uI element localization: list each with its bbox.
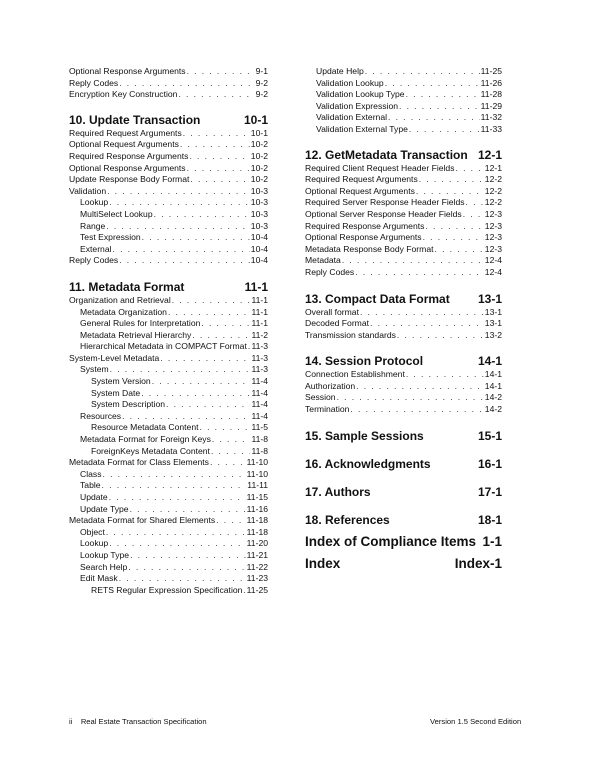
toc-entry: Metadata Format for Shared Elements . . . 11-18: [69, 515, 268, 527]
toc-entry: Metadata Response Body Format . . . 12-3: [305, 244, 502, 256]
chapter-heading-10: 10. Update Transaction 10-1: [69, 112, 268, 127]
toc-entry: System Date . . . 11-4: [69, 388, 268, 400]
toc-entry: Search Help . . . 11-22: [69, 562, 268, 574]
chapter-heading-11: 11. Metadata Format 11-1: [69, 279, 268, 294]
toc-entry: System-Level Metadata . . . 11-3: [69, 353, 268, 365]
chapter-heading-18: 18. References 18-1: [305, 512, 502, 527]
toc-entry: Metadata Organization . . . 11-1: [69, 307, 268, 319]
toc-entry: Encryption Key Construction . . . 9-2: [69, 89, 268, 101]
footer-right: Version 1.5 Second Edition: [430, 717, 522, 726]
toc-entry: Reply Codes . . . 10-4: [69, 255, 268, 267]
toc-entry: Required Response Arguments . . . 12-3: [305, 221, 502, 233]
chapter-heading-15: 15. Sample Sessions 15-1: [305, 428, 502, 443]
toc-entry: Validation . . . 10-3: [69, 186, 268, 198]
toc-entry: Decoded Format . . . 13-1: [305, 318, 502, 330]
toc-entry: Required Request Arguments . . . 10-1: [69, 128, 268, 140]
toc-entry: Validation Lookup . . . 11-26: [305, 78, 502, 90]
toc-entry: Hierarchical Metadata in COMPACT Format . . . 11-3: [69, 341, 268, 353]
toc-entry: RETS Regular Expression Specification . . . 11-25: [69, 585, 268, 597]
toc-entry: Required Client Request Header Fields . . . 12-1: [305, 163, 502, 175]
toc-entry: Metadata Format for Foreign Keys . . . 11-8: [69, 434, 268, 446]
toc-entry: Connection Establishment . . . 14-1: [305, 369, 502, 381]
toc-entry: Validation External . . . 11-32: [305, 112, 502, 124]
toc-entry: Table . . . 11-11: [69, 480, 268, 492]
index-heading: Index Index-1: [305, 555, 502, 571]
toc-entry: Update Response Body Format . . . 10-2: [69, 174, 268, 186]
toc-entry: Update . . . 11-15: [69, 492, 268, 504]
toc-entry: Authorization . . . 14-1: [305, 381, 502, 393]
toc-entry: Lookup . . . 11-20: [69, 538, 268, 550]
chapter-heading-17: 17. Authors 17-1: [305, 484, 502, 499]
toc-entry: Update Help . . . 11-25: [305, 66, 502, 78]
chapter-heading-14: 14. Session Protocol 14-1: [305, 354, 502, 369]
toc-entry: Optional Request Arguments . . . 12-2: [305, 186, 502, 198]
toc-entry: Object . . . 11-18: [69, 527, 268, 539]
toc-entry: Validation Expression . . . 11-29: [305, 101, 502, 113]
toc-entry: Resources . . . 11-4: [69, 411, 268, 423]
toc-entry: Resource Metadata Content . . . 11-5: [69, 422, 268, 434]
toc-entry: System . . . 11-3: [69, 364, 268, 376]
toc-left-column: [69, 66, 268, 596]
toc-entry: Session . . . 14-2: [305, 392, 502, 404]
toc-entry: Optional Response Arguments . . . 10-2: [69, 163, 268, 175]
toc-entry: Reply Codes . . . 12-4: [305, 267, 502, 279]
footer-left: ii Real Estate Transaction Specification: [69, 717, 207, 726]
toc-entry: ForeignKeys Metadata Content . . . 11-8: [69, 446, 268, 458]
toc-entry: System Description . . . 11-4: [69, 399, 268, 411]
chapter-heading-16: 16. Acknowledgments 16-1: [305, 456, 502, 471]
toc-entry: Required Response Arguments . . . 10-2: [69, 151, 268, 163]
toc-entry: Optional Response Arguments . . . 9-1: [69, 66, 268, 78]
toc-entry: General Rules for Interpretation . . . 11-1: [69, 318, 268, 330]
toc-entry: Update Type . . . 11-16: [69, 504, 268, 516]
toc-entry: Lookup . . . 10-3: [69, 197, 268, 209]
toc-entry: MultiSelect Lookup . . . 10-3: [69, 209, 268, 221]
toc-entry: Metadata . . . 12-4: [305, 255, 502, 267]
chapter-heading-12: 12. GetMetadata Transaction 12-1: [305, 147, 502, 162]
toc-entry: Metadata Format for Class Elements . . . 11-10: [69, 457, 268, 469]
toc-entry: Lookup Type . . . 11-21: [69, 550, 268, 562]
compliance-index-heading: Index of Compliance Items 1-1: [305, 533, 502, 549]
toc-entry: Class . . . 11-10: [69, 469, 268, 481]
toc-entry: Optional Response Arguments . . . 12-3: [305, 232, 502, 244]
toc-entry: Required Request Arguments . . . 12-2: [305, 174, 502, 186]
toc-entry: Optional Server Response Header Fields . . . 12-3: [305, 209, 502, 221]
chapter-heading-13: 13. Compact Data Format 13-1: [305, 291, 502, 306]
toc-entry: Transmission standards . . . 13-2: [305, 330, 502, 342]
toc-entry: Overall format . . . 13-1: [305, 307, 502, 319]
toc-entry: Termination . . . 14-2: [305, 404, 502, 416]
toc-entry: Reply Codes . . . 9-2: [69, 78, 268, 90]
toc-entry: System Version . . . 11-4: [69, 376, 268, 388]
toc-entry: Test Expression . . . 10-4: [69, 232, 268, 244]
toc-entry: Required Server Response Header Fields . . . 12-2: [305, 197, 502, 209]
toc-right-column: [305, 66, 502, 574]
toc-entry: Validation External Type . . . 11-33: [305, 124, 502, 136]
toc-entry: Edit Mask . . . 11-23: [69, 573, 268, 585]
toc-entry: Range . . . 10-3: [69, 221, 268, 233]
toc-entry: External . . . 10-4: [69, 244, 268, 256]
toc-entry: Organization and Retrieval . . . 11-1: [69, 295, 268, 307]
toc-entry: Validation Lookup Type . . . 11-28: [305, 89, 502, 101]
toc-entry: Metadata Retrieval Hierarchy . . . 11-2: [69, 330, 268, 342]
toc-entry: Optional Request Arguments . . . 10-2: [69, 139, 268, 151]
